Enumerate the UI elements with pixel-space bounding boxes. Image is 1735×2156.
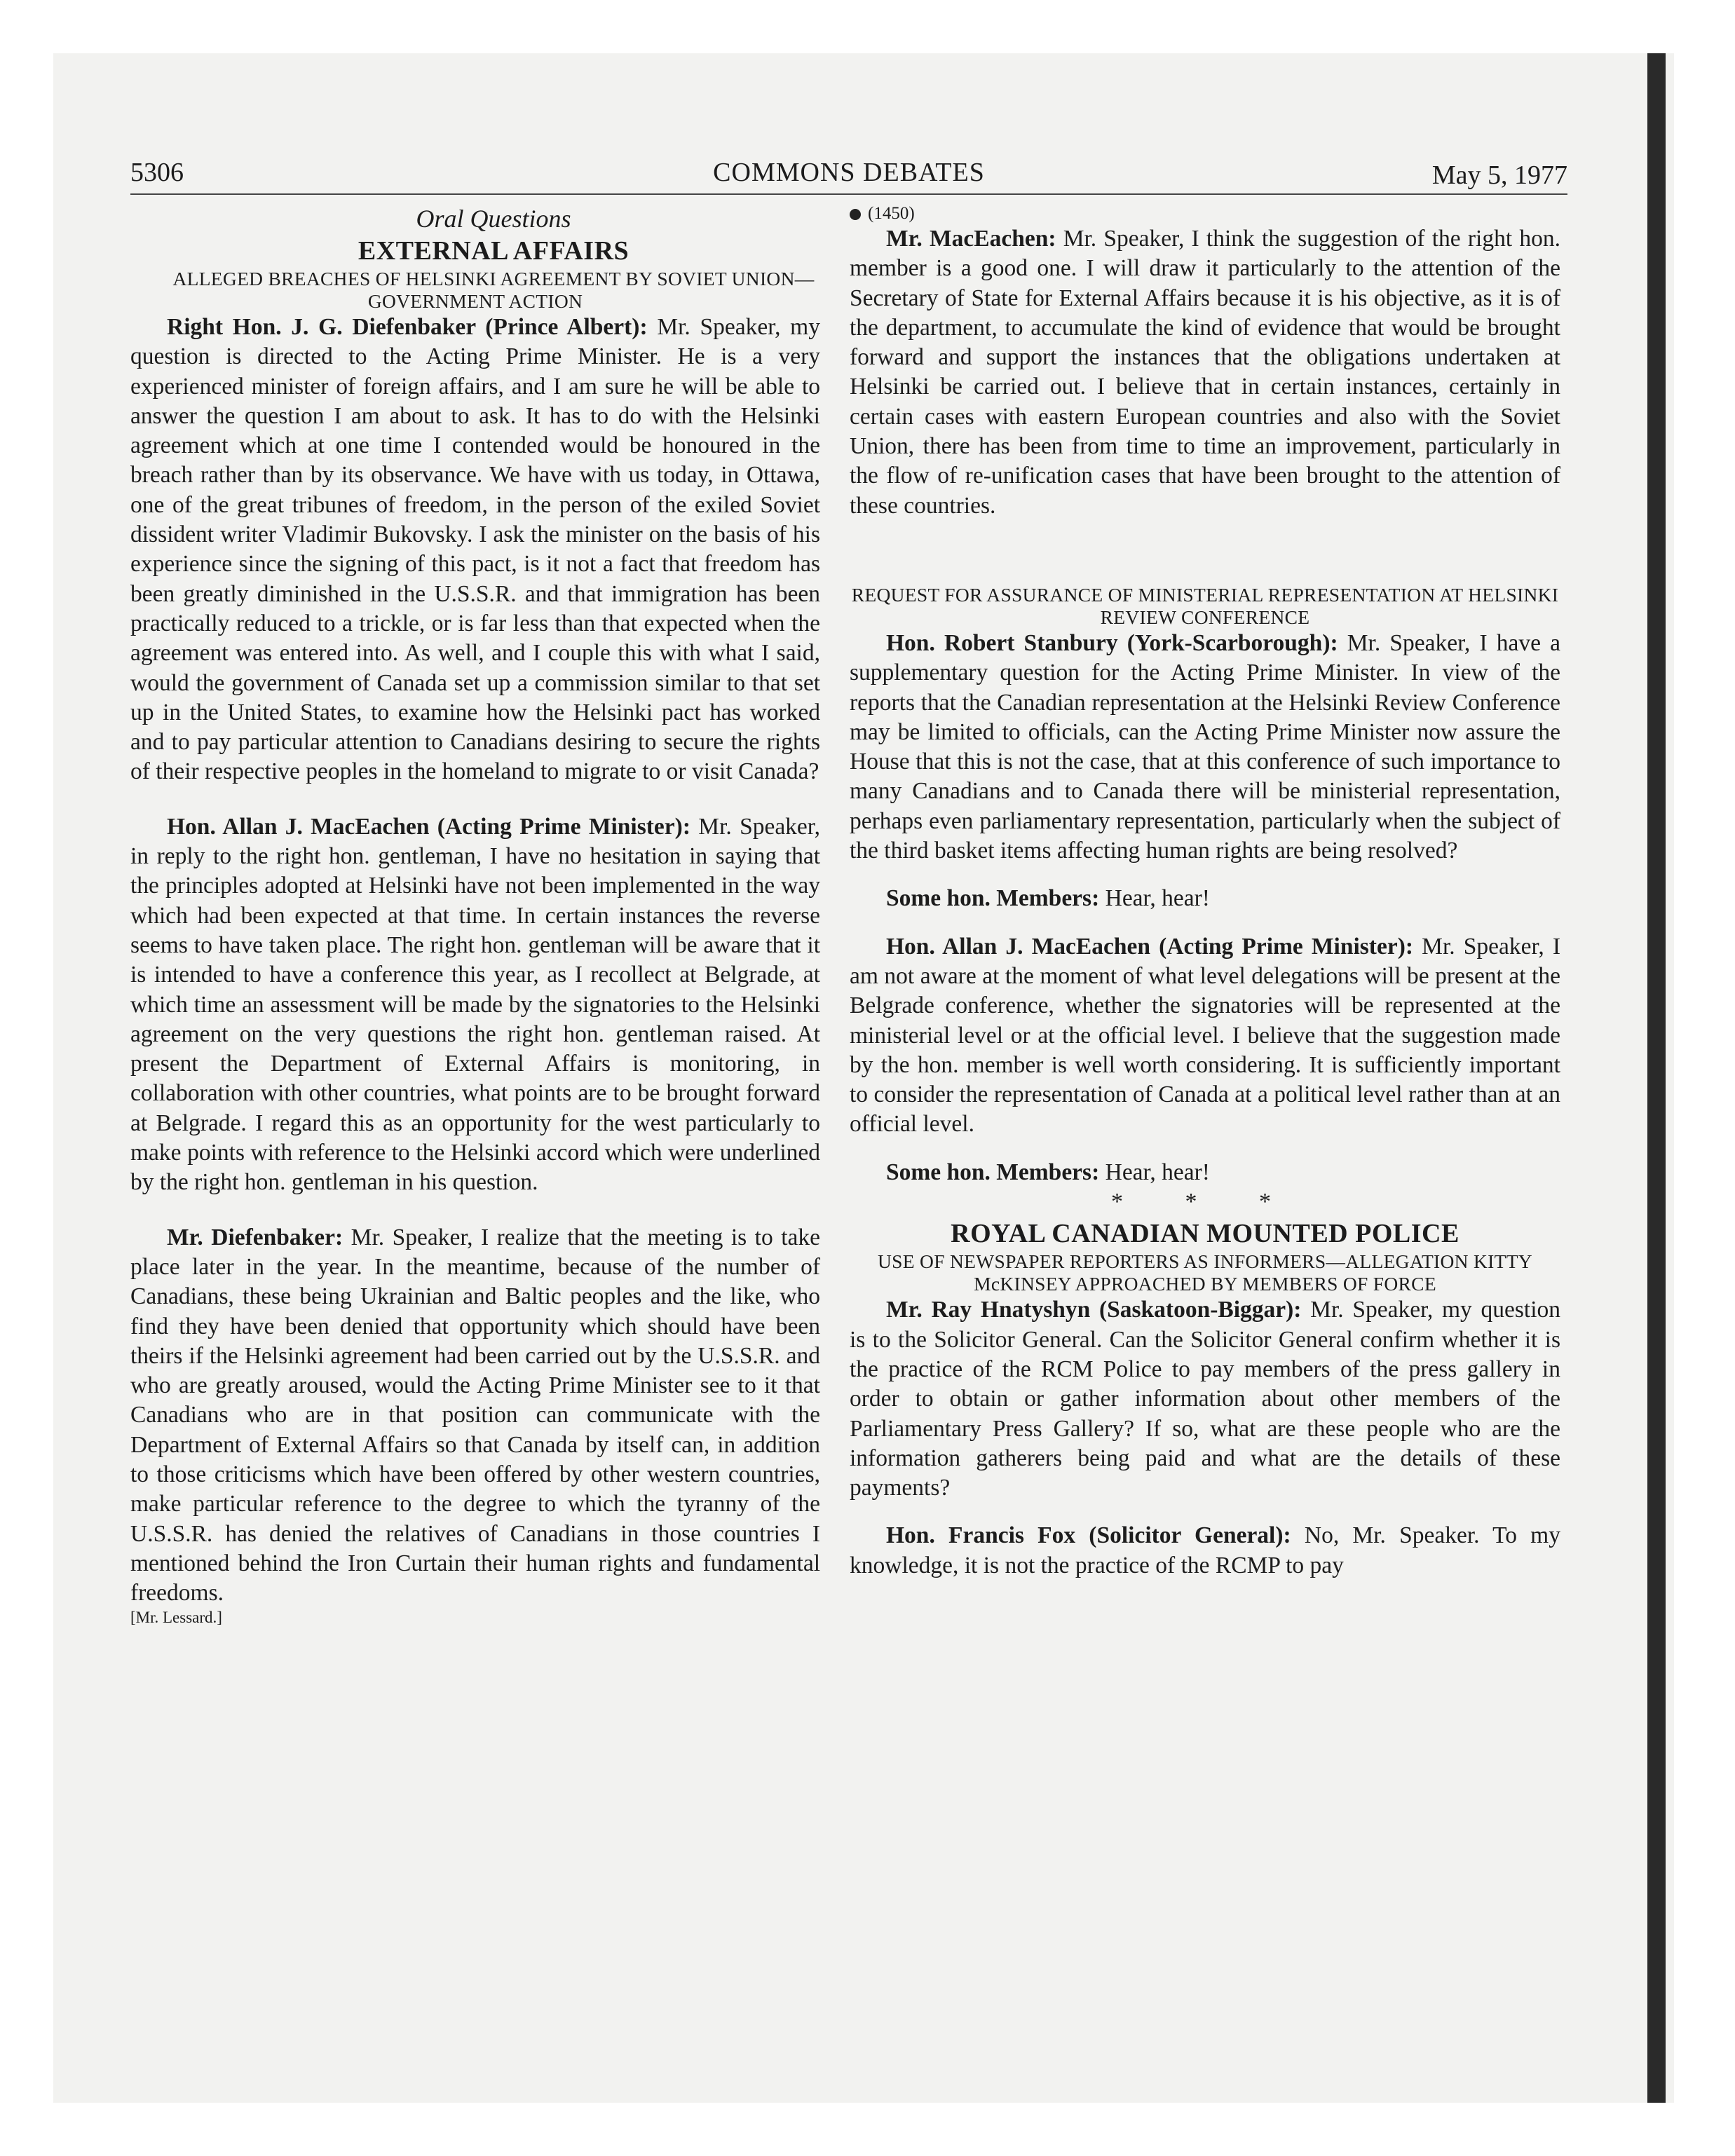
- speech-paragraph: [850, 1158, 1560, 1187]
- subheading: USE OF NEWSPAPER REPORTERS AS INFORMERS—ALLEGATION KITTY McKINSEY APPROACHED BY MEMBERS OF FORCE: [878, 1250, 1532, 1295]
- time-marker-text: (1450): [868, 204, 915, 223]
- time-marker: [850, 203, 1560, 224]
- speaker-name: Right Hon. J. G. Diefenbaker (Prince Albert):: [167, 314, 648, 340]
- speaker-name: Some hon. Members:: [886, 885, 1100, 912]
- speech-paragraph: [850, 884, 1560, 913]
- speech-paragraph: [130, 1223, 820, 1609]
- speech-text: Mr. Speaker, I have a supplementary question for the Acting Prime Minister. In view of the reports that the Canadian representation at the Helsinki Review Conference may be limited to officials, can the Acting Prime Minister now assure the House that this is not the case, that at this conference of such importance to many Canadians and to Canada there will be ministerial representation, perhaps even parliamentary representation, particularly when the subject of the third basket items affecting human rights are being resolved?: [850, 629, 1560, 864]
- section-divider: * * *: [1111, 1189, 1299, 1215]
- left-column: [130, 203, 820, 1628]
- speech-text: Hear, hear!: [1099, 1159, 1210, 1185]
- subheading: REQUEST FOR ASSURANCE OF MINISTERIAL REPRESENTATION AT HELSINKI REVIEW CONFERENCE: [851, 583, 1559, 628]
- speech-paragraph: [850, 224, 1560, 521]
- speaker-name: Hon. Allan J. MacEachen (Acting Prime Minister):: [167, 813, 690, 840]
- speech-text: Mr. Speaker, I realize that the meeting is to take place later in the year. In the meantime, because of the number of Canadians, these being Ukrainian and Baltic peoples and the like, who find they have been denied that opportunity which should have been theirs if the Helsinki agreement had been carried out by the U.S.S.R. and who are greatly aroused, would the Acting Prime Minister see to it that Canadians who are in that position can communicate with the Department of External Affairs so that Canada by itself can, in addition to those criticisms which have been offered by other western countries, make particular reference to the degree to which the tyranny of the U.S.S.R. has denied the relatives of Canadians in those countries I mentioned behind the Iron Curtain their human rights and fundamental freedoms.: [130, 1224, 820, 1606]
- speaker-name: Hon. Francis Fox (Solicitor General):: [886, 1522, 1291, 1549]
- publication-title: COMMONS DEBATES: [713, 158, 985, 187]
- speaker-name: Hon. Robert Stanbury (York-Scarborough):: [886, 629, 1338, 656]
- speech-text: Hear, hear!: [1099, 885, 1210, 912]
- speech-paragraph: [850, 1521, 1560, 1581]
- section-label: Oral Questions: [416, 205, 571, 233]
- bullet-dot-icon: [850, 209, 861, 220]
- speech-paragraph: [850, 629, 1560, 866]
- speaker-name: Hon. Allan J. MacEachen (Acting Prime Minister):: [886, 933, 1414, 960]
- speech-text: Mr. Speaker, I think the suggestion of the right hon. member is a good one. I will draw it particularly to the attention of the Secretary of State for External Affairs because it is his objective, as it is of the department, to accumulate the kind of evidence that would be brought forward and support the instances that the obligations undertaken at Helsinki be carried out. I believe that in certain instances, certainly in certain cases with eastern European countries and also with the Soviet Union, there has been from time to time an improvement, particularly in the flow of re-unification cases that have been brought to the attention of these countries.: [850, 226, 1560, 519]
- speech-text: No, Mr. Speaker. To my knowledge, it is not the practice of the RCMP to pay: [850, 1522, 1560, 1578]
- page-header: [130, 154, 1567, 195]
- speech-paragraph: [850, 932, 1560, 1140]
- speech-text: Mr. Speaker, my question is directed to the Acting Prime Minister. He is a very experienced minister of foreign affairs, and I am sure he will be able to answer the question I am about to ask. It has to do with the Helsinki agreement which at one time I contended would be honoured in the breach rather than by its observance. We have with us today, in Ottawa, one of the great tribunes of freedom, in the person of the exiled Soviet dissident writer Vladimir Bukovsky. I ask the minister on the basis of his experience since the signing of this pact, is it not a fact that freedom has been greatly diminished in the U.S.S.R. and that immigration has been practically reduced to a trickle, or is far less than that expected when the agreement was entered into. As well, and I couple this with what I said, would the government of Canada set up a commission similar to that set up in the United States, to examine how the Helsinki pact has worked and to pay particular attention to Canadians desiring to secure the rights of their respective peoples in the homeland to migrate to or visit Canada?: [130, 314, 820, 785]
- speaker-name: Mr. MacEachen:: [886, 226, 1056, 252]
- section-title: ROYAL CANADIAN MOUNTED POLICE: [951, 1219, 1460, 1249]
- speaker-name: Mr. Ray Hnatyshyn (Saskatoon-Biggar):: [886, 1297, 1302, 1323]
- page-number: 5306: [130, 158, 184, 187]
- speaker-name: Some hon. Members:: [886, 1159, 1100, 1185]
- chair-marker: [Mr. Lessard.]: [130, 1609, 222, 1627]
- speech-paragraph: [130, 812, 820, 1198]
- speech-paragraph: [130, 313, 820, 787]
- speech-text: Mr. Speaker, my question is to the Solicitor General. Can the Solicitor General confirm whether it is the practice of the RCM Police to pay members of the press gallery in order to obtain or gather information about other members of the Parliamentary Press Gallery? If so, what are these people who are the information gatherers being paid and what are the details of these payments?: [850, 1297, 1560, 1501]
- right-column: [850, 203, 1560, 1581]
- page-date: May 5, 1977: [1431, 161, 1567, 190]
- speech-text: Mr. Speaker, in reply to the right hon. gentleman, I have no hesitation in saying that the principles adopted at Helsinki have not been implemented in the way which had been expected at that time. In certain instances the reverse seems to have taken place. The right hon. gentleman will be aware that it is intended to have a conference this year, as I recollect at Belgrade, at which time an assessment will be made by the signatories to the Helsinki agreement on the very questions the right hon. gentleman raised. At present the Department of External Affairs is monitoring, in collaboration with other countries, what points are to be brought forward at Belgrade. I regard this as an opportunity for the west particularly to make points with reference to the Helsinki accord which were underlined by the right hon. gentleman in his question.: [130, 813, 820, 1196]
- speech-text: Mr. Speaker, I am not aware at the moment of what level delegations will be present at the Belgrade conference, whether the signatories will be represented at the ministerial level or at the official level. I believe that the suggestion made by the hon. member is well worth considering. It is sufficiently important to consider the representation of Canada at a political level rather than at an official level.: [850, 933, 1560, 1138]
- scan-edge-bar: [1647, 53, 1666, 2103]
- section-title: EXTERNAL AFFAIRS: [358, 236, 630, 266]
- speech-paragraph: [850, 1295, 1560, 1503]
- subheading: ALLEGED BREACHES OF HELSINKI AGREEMENT BY SOVIET UNION—GOVERNMENT ACTION: [172, 268, 815, 312]
- speaker-name: Mr. Diefenbaker:: [167, 1224, 343, 1250]
